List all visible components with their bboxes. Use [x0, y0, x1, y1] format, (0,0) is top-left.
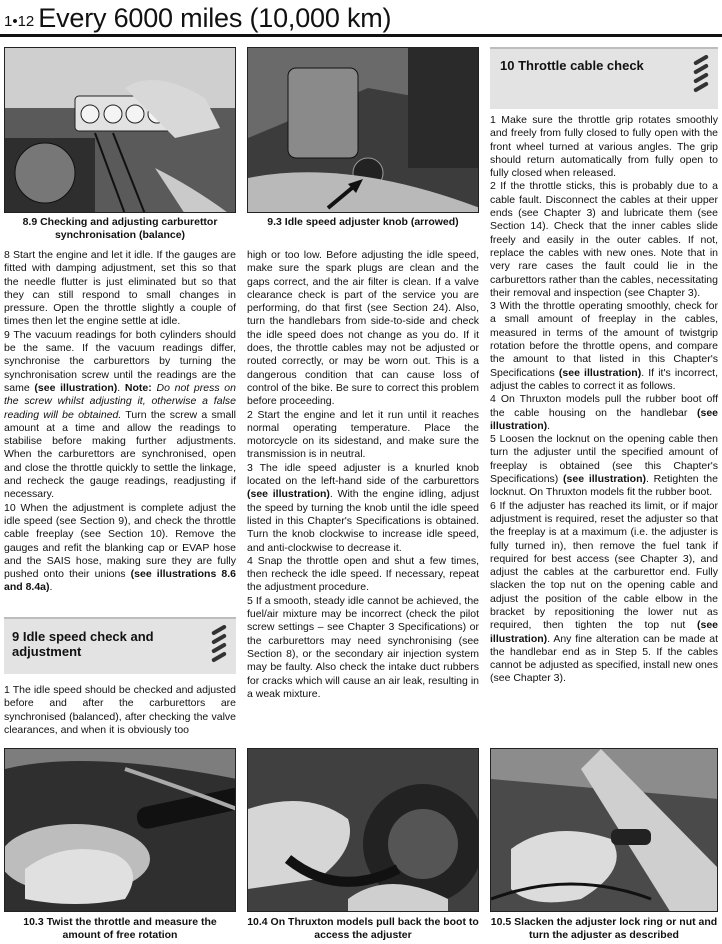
- photo-throttle-twist: [4, 748, 236, 912]
- page-header: [0, 0, 722, 34]
- paragraph-10-4: 4 On Thruxton models pull the rubber boot off the cable housing on the handlebar (see illustration).: [490, 393, 718, 432]
- photo-carburettor-sync: [4, 47, 236, 213]
- paragraph-10-6: 6 If the adjuster has reached its limit, or if major adjustment is required, reset the adjuster so that the freeplay is at a maximum (i.e. the adjuster is fully turned in), then remove the fuel tank if required for best access (see Chapter 3), and adjust the cables at the carburettor end. Fully slacken the top nut on the opening cable and adjust the position of the cable elbow in the bracket by repositioning the lower nut as required, then tighten the top nut (see illustration). Any fine alteration can be made at the handlebar end as in Step 5. If the cables cannot be adjusted as specified, install new ones (see Chapter 3).: [490, 499, 718, 685]
- column-1-section-9-text: [4, 684, 236, 737]
- photo-throttle-twist-image: [5, 749, 236, 912]
- caption-8-9: 8.9 Checking and adjusting carburettor synchronisation (balance): [22, 216, 218, 241]
- column-1-text: [4, 249, 236, 595]
- photo-adjuster-lock-ring-image: [491, 749, 718, 912]
- paragraph-9-1: 1 The idle speed should be checked and adjusted before and after the carburettors are synchronised (balanced), after checking the valve clearances, and when it is obviously too: [4, 684, 236, 736]
- paragraph-8-10: 10 When the adjustment is complete adjust the idle speed (see Section 9), and check the throttle cable freeplay (see Section 10). Remove the gauges and refit the blanking cap or EVAP hose and the SAIS hose, making sure they are fully pushed onto their unions (see illustrations 8.6 and 8.4a).: [4, 501, 236, 594]
- page-title: Every 6000 miles (10,000 km): [38, 3, 392, 33]
- section-10-header: [490, 47, 718, 109]
- caption-10-5: 10.5 Slacken the adjuster lock ring or nut and turn the adjuster as described: [490, 916, 718, 941]
- paragraph-10-2: 2 If the throttle sticks, this is probably due to a cable fault. Disconnect the cables at their upper ends (see Chapter 3) and lubricate them (see Section 14). Check that the inner cables slide freely and easily in the outer cables. If not, replace the cables with new ones. Note that in very rare cases the fault could lie in the carburettors rather than the cables, necessitating their removal and inspection (see Chapter 3).: [490, 180, 718, 299]
- section-9-header: [4, 617, 236, 674]
- section-9-title: 9 Idle speed check and adjustment: [12, 629, 154, 659]
- spanner-rating-icon: [208, 625, 230, 669]
- photo-carburettor-sync-image: [5, 48, 236, 213]
- section-10-title: 10 Throttle cable check: [500, 58, 644, 73]
- header-rule: [0, 34, 722, 37]
- paragraph-8-9: 9 The vacuum readings for both cylinders should be the same. If the vacuum readings differ, synchronise the carburettors by turning the synchronisation screw until the readings are the same (see illustration). Note: Do not press on the screw whilst adjusting it, otherwise a false reading will be obtained. Turn the screw a small amount at a time and allow the readings to stabilise before making further adjustments. When the carburettors are synchronised, open and close the throttle quickly to settle the linkage, and recheck the gauge readings, readjusting if necessary.: [4, 328, 236, 501]
- page-number: 1•12: [4, 13, 35, 30]
- paragraph-10-3: 3 With the throttle operating smoothly, check for a small amount of freeplay in the cables, measured in terms of the amount of twistgrip rotation before the throttle opens, and compare the amount to that listed in this Chapter's Specifications (see illustration). If it's incorrect, adjust the cables to correct it as follows.: [490, 300, 719, 392]
- paragraph-9-1-cont: high or too low. Before adjusting the idle speed, make sure the spark plugs are clean and the gaps correct, and the air filter is clean. If a valve clearance check is part of the service you are performing, do that first (see Section 24). Also, turn the handlebars from side-to-side and check the idle speed does not change as you do. If it does, the throttle cables may not be adjusted or routed correctly, or may be worn out. This is a dangerous condition that can cause loss of control of the bike. Be sure to correct this problem before proceeding.: [247, 249, 479, 408]
- paragraph-9-2: 2 Start the engine and let it run until it reaches normal operating temperature. Place the motorcycle on its sidestand, and make sure the transmission is in neutral.: [247, 408, 479, 461]
- spanner-rating-icon: [690, 55, 712, 99]
- photo-idle-speed-knob: [247, 47, 479, 213]
- photo-thruxton-boot: [247, 748, 479, 912]
- photo-idle-speed-knob-image: [248, 48, 479, 213]
- caption-9-3: 9.3 Idle speed adjuster knob (arrowed): [267, 216, 459, 228]
- caption-10-3: 10.3 Twist the throttle and measure the amount of free rotation: [23, 916, 217, 941]
- paragraph-9-5: 5 If a smooth, steady idle cannot be achieved, the fuel/air mixture may be incorrect (check the pilot screw settings – see Chapter 3 Specifications) or the carburettors may need synchronising (see Section 8), or the secondary air injection system may be faulty. Also check the intake duct rubbers for cracks which will cause an air leak, resulting in a weak mixture.: [247, 594, 479, 700]
- paragraph-10-5: 5 Loosen the locknut on the opening cable then turn the adjuster until the specified amount of freeplay is obtained (see this Chapter's Specifications) (see illustration). Retighten the locknut. On Thruxton models fit the rubber boot.: [490, 433, 718, 499]
- paragraph-8-8: 8 Start the engine and let it idle. If the gauges are fitted with damping adjustment, set this so that the needle flutter is just eliminated but so that they can still respond to small changes in pressure. Open the throttle slightly a couple of times then let the engine settle at idle.: [4, 249, 236, 328]
- photo-thruxton-boot-image: [248, 749, 479, 912]
- paragraph-10-1: 1 Make sure the throttle grip rotates smoothly and freely from fully closed to fully open with the front wheel turned at various angles. The grip should return automatically from fully open to fully closed when released.: [490, 114, 718, 180]
- paragraph-9-4: 4 Snap the throttle open and shut a few times, then recheck the idle speed. If necessary, repeat the adjustment procedure.: [247, 554, 479, 594]
- caption-10-4: 10.4 On Thruxton models pull back the boot to access the adjuster: [247, 916, 479, 941]
- column-2-text: [247, 249, 479, 701]
- column-3-text: [490, 114, 718, 686]
- photo-adjuster-lock-ring: [490, 748, 718, 912]
- paragraph-9-3: 3 The idle speed adjuster is a knurled knob located on the left-hand side of the carburettors (see illustration). With the engine idling, adjust the speed by turning the knob until the idle speed listed in this Chapter's Specifications is obtained. Turn the knob clockwise to increase idle speed, and anti-clockwise to decrease it.: [247, 461, 479, 554]
